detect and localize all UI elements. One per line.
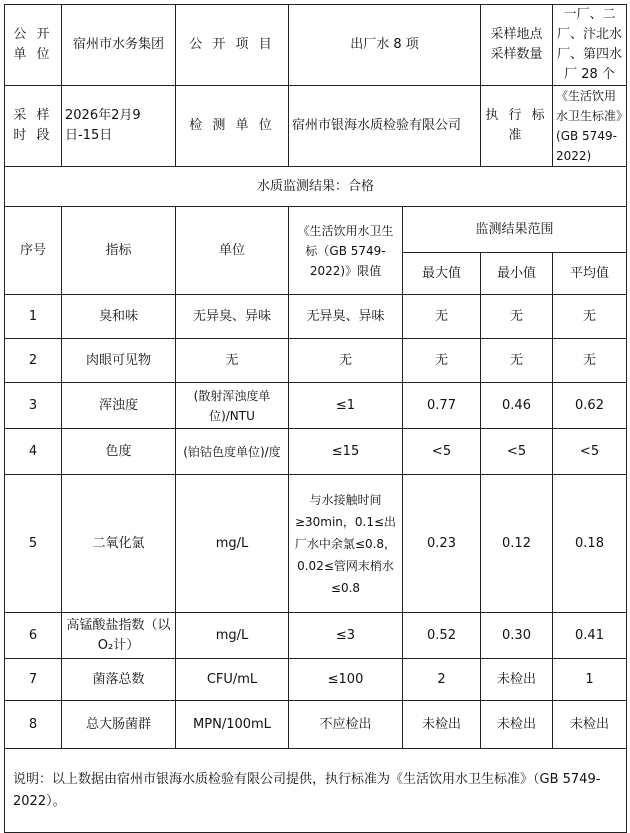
cell-index: 2 — [5, 339, 62, 383]
cell-indicator: 二氧化氯 — [62, 475, 176, 613]
table-row — [5, 429, 627, 475]
cell-max: 0.23 — [403, 475, 481, 613]
header-avg: 平均值 — [553, 253, 627, 295]
publish-item-label: 公 开 项 目 — [176, 5, 289, 86]
cell-limit: ≤1 — [289, 383, 403, 429]
cell-limit: 不应检出 — [289, 701, 403, 749]
cell-avg: 无 — [553, 295, 627, 339]
cell-avg: 未检出 — [553, 701, 627, 749]
cell-avg: 0.18 — [553, 475, 627, 613]
standard-value: 《生活饮用水卫生标准》(GB 5749-2022) — [553, 86, 627, 167]
cell-index: 7 — [5, 659, 62, 701]
test-unit-label: 检 测 单 位 — [176, 86, 289, 167]
table-row — [5, 475, 627, 613]
cell-indicator: 菌落总数 — [62, 659, 176, 701]
cell-unit: MPN/100mL — [176, 701, 289, 749]
banner-row — [5, 167, 627, 207]
cell-min: 无 — [481, 295, 553, 339]
publish-unit-value: 宿州市水务集团 — [62, 5, 176, 86]
cell-limit: ≤15 — [289, 429, 403, 475]
cell-min: 未检出 — [481, 701, 553, 749]
test-unit-value: 宿州市银海水质检验有限公司 — [289, 86, 481, 167]
cell-avg: 0.62 — [553, 383, 627, 429]
cell-limit: ≤100 — [289, 659, 403, 701]
cell-min: 0.30 — [481, 613, 553, 659]
cell-min: 0.46 — [481, 383, 553, 429]
table-row — [5, 701, 627, 749]
publish-unit-label: 公 开 单 位 — [5, 5, 62, 86]
header-range: 监测结果范围 — [403, 207, 627, 253]
table-row — [5, 659, 627, 701]
cell-unit: CFU/mL — [176, 659, 289, 701]
cell-max: 无 — [403, 295, 481, 339]
cell-min: 未检出 — [481, 659, 553, 701]
sampling-period-label: 采 样 时 段 — [5, 86, 62, 167]
cell-unit: mg/L — [176, 475, 289, 613]
sampling-place-label: 采样地点 采样数量 — [481, 5, 553, 86]
cell-unit: (散射浑浊度单位)/NTU — [176, 383, 289, 429]
header-indicator: 指标 — [62, 207, 176, 295]
sampling-place-value: 一厂、二厂、汴北水厂、第四水厂 28 个 — [553, 5, 627, 86]
cell-min: 无 — [481, 339, 553, 383]
cell-avg: 1 — [553, 659, 627, 701]
cell-max: 2 — [403, 659, 481, 701]
header-max: 最大值 — [403, 253, 481, 295]
cell-index: 8 — [5, 701, 62, 749]
cell-indicator: 臭和味 — [62, 295, 176, 339]
cell-limit: 无 — [289, 339, 403, 383]
publish-item-value: 出厂水 8 项 — [289, 5, 481, 86]
table-row — [5, 383, 627, 429]
cell-index: 6 — [5, 613, 62, 659]
cell-limit: 无异臭、异味 — [289, 295, 403, 339]
header-index: 序号 — [5, 207, 62, 295]
cell-max: 0.77 — [403, 383, 481, 429]
cell-min: <5 — [481, 429, 553, 475]
cell-unit: 无异臭、异味 — [176, 295, 289, 339]
note-row — [5, 749, 627, 833]
cell-max: 无 — [403, 339, 481, 383]
cell-indicator: 浑浊度 — [62, 383, 176, 429]
cell-indicator: 总大肠菌群 — [62, 701, 176, 749]
cell-index: 3 — [5, 383, 62, 429]
standard-label: 执 行 标 准 — [481, 86, 553, 167]
cell-limit: ≤3 — [289, 613, 403, 659]
cell-indicator: 色度 — [62, 429, 176, 475]
cell-avg: 无 — [553, 339, 627, 383]
cell-limit: 与水接触时间≥30min，0.1≤出厂水中余氯≤0.8，0.02≤管网末梢水≤0.8 — [289, 475, 403, 613]
cell-unit: (铂钴色度单位)/度 — [176, 429, 289, 475]
table-row — [5, 295, 627, 339]
cell-avg: <5 — [553, 429, 627, 475]
sampling-period-value: 2026年2月9日-15日 — [62, 86, 176, 167]
cell-max: 0.52 — [403, 613, 481, 659]
cell-max: 未检出 — [403, 701, 481, 749]
cell-index: 1 — [5, 295, 62, 339]
report-table — [4, 4, 627, 833]
info-row-1 — [5, 5, 627, 86]
info-row-2 — [5, 86, 627, 167]
cell-unit: 无 — [176, 339, 289, 383]
table-row — [5, 339, 627, 383]
header-limit: 《生活饮用水卫生标（GB 5749-2022)》限值 — [289, 207, 403, 295]
table-row — [5, 613, 627, 659]
data-rows — [5, 295, 627, 749]
cell-indicator: 高锰酸盐指数（以O₂计） — [62, 613, 176, 659]
water-quality-report — [4, 4, 626, 833]
cell-min: 0.12 — [481, 475, 553, 613]
cell-max: <5 — [403, 429, 481, 475]
header-unit: 单位 — [176, 207, 289, 295]
header-min: 最小值 — [481, 253, 553, 295]
cell-avg: 0.41 — [553, 613, 627, 659]
cell-indicator: 肉眼可见物 — [62, 339, 176, 383]
cell-index: 5 — [5, 475, 62, 613]
header-row-1 — [5, 207, 627, 253]
footnote: 说明：以上数据由宿州市银海水质检验有限公司提供，执行标准为《生活饮用水卫生标准》（GB 5749-2022）。 — [5, 749, 627, 833]
cell-index: 4 — [5, 429, 62, 475]
result-banner: 水质监测结果：合格 — [5, 167, 627, 207]
cell-unit: mg/L — [176, 613, 289, 659]
